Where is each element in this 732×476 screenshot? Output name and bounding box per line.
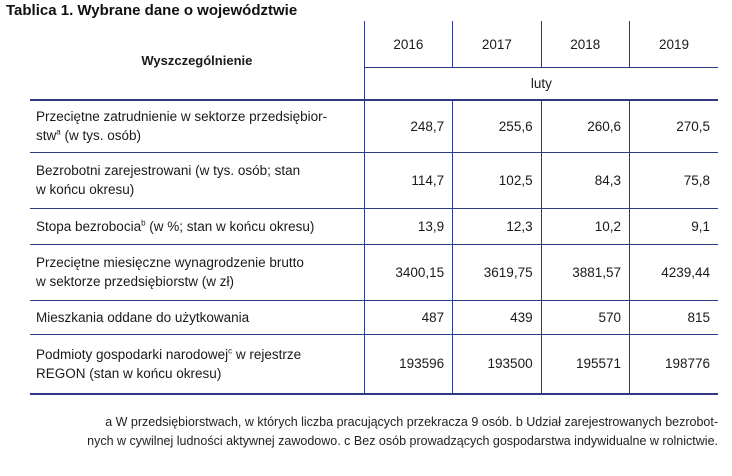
table-cell: 102,5: [453, 152, 541, 208]
table-cell: 487: [364, 300, 452, 334]
row-label: Mieszkania oddane do użytkowania: [30, 300, 364, 334]
table-cell: 270,5: [630, 100, 718, 152]
table-cell: 75,8: [630, 152, 718, 208]
table-cell: 195571: [541, 334, 629, 394]
footnote-line: nych w cywilnej ludności aktywnej zawodowo. c Bez osób prowadzących gospodarstwa indywidualne w rolnictwie.: [87, 434, 718, 448]
header-year: 2019: [630, 21, 718, 68]
data-table: [30, 21, 718, 395]
header-year: 2017: [453, 21, 541, 68]
table-cell: 9,1: [630, 208, 718, 244]
row-label: Przeciętne zatrudnienie w sektorze przedsiębior- stw$^a$ (w tys. osób): [30, 100, 364, 152]
table-cell: 193596: [364, 334, 452, 394]
header-label: Wyszczególnienie: [30, 21, 364, 100]
table-cell: 4239,44: [630, 244, 718, 300]
row-label: Podmioty gospodarki narodowej$^c$ w rejestrze REGON (stan w końcu okresu): [30, 334, 364, 394]
table-cell: 260,6: [541, 100, 629, 152]
footnote: [6, 413, 718, 451]
table-row: [30, 152, 718, 208]
table-cell: 3881,57: [541, 244, 629, 300]
table-cell: 255,6: [453, 100, 541, 152]
table-cell: 198776: [630, 334, 718, 394]
table-cell: 570: [541, 300, 629, 334]
table-cell: 13,9: [364, 208, 452, 244]
header-year: 2016: [364, 21, 452, 68]
row-label: Bezrobotni zarejestrowani (w tys. osób; stan w końcu okresu): [30, 152, 364, 208]
table-cell: 12,3: [453, 208, 541, 244]
table-row: [30, 244, 718, 300]
header-year: 2018: [541, 21, 629, 68]
header-month: luty: [364, 68, 718, 100]
table-row: [30, 334, 718, 394]
table-cell: 248,7: [364, 100, 452, 152]
table-cell: 3400,15: [364, 244, 452, 300]
row-label: Przeciętne miesięczne wynagrodzenie brutto w sektorze przedsiębiorstw (w zł): [30, 244, 364, 300]
table-cell: 10,2: [541, 208, 629, 244]
table-title: Tablica 1. Wybrane dane o województwie: [6, 2, 298, 19]
table-row: [30, 300, 718, 334]
table-cell: 193500: [453, 334, 541, 394]
row-label: Stopa bezrobocia$^b$ (w %; stan w końcu okresu): [30, 208, 364, 244]
table-cell: 114,7: [364, 152, 452, 208]
table-cell: 3619,75: [453, 244, 541, 300]
table-cell: 815: [630, 300, 718, 334]
table-row: [30, 208, 718, 244]
table-cell: 84,3: [541, 152, 629, 208]
table-row: [30, 100, 718, 152]
footnote-line: a W przedsiębiorstwach, w których liczba pracujących przekracza 9 osób. b Udział zarejestrowanych bezrobot-: [105, 415, 718, 429]
table-cell: 439: [453, 300, 541, 334]
